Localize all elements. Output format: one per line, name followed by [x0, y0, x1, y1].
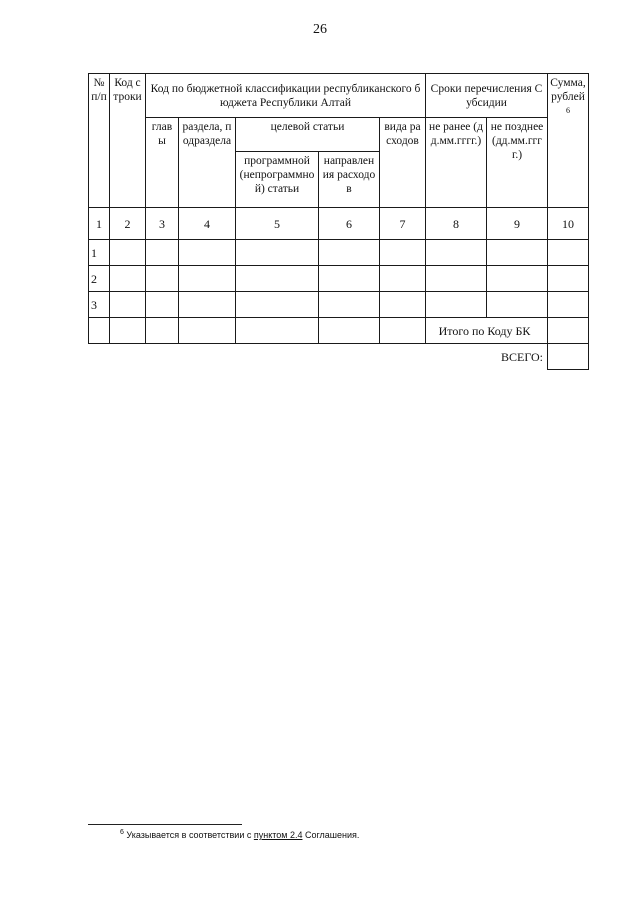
table-cell[interactable]: [426, 292, 487, 318]
table-cell[interactable]: [319, 240, 380, 266]
col-number: 7: [380, 208, 426, 240]
col-number: 8: [426, 208, 487, 240]
footnote-text-before: Указывается в соответствии с: [126, 830, 254, 840]
table-cell[interactable]: [548, 240, 589, 266]
header-terms: Сроки перечисления Субсидии: [426, 74, 548, 118]
footnote-divider: [88, 824, 242, 825]
header-expense-type: вида расходов: [380, 118, 426, 208]
total-by-code-value[interactable]: [548, 318, 589, 344]
table-cell[interactable]: [146, 292, 179, 318]
header-section: раздела, подраздела: [179, 118, 236, 208]
col-number: 2: [110, 208, 146, 240]
grand-total-value[interactable]: [548, 344, 589, 370]
footnote-text-after: Соглашения.: [302, 830, 360, 840]
table-cell[interactable]: [236, 292, 319, 318]
table-cell[interactable]: [319, 266, 380, 292]
footnote-clause-link[interactable]: пунктом 2.4: [253, 830, 303, 840]
header-not-later: не позднее (дд.мм.гггг.): [487, 118, 548, 208]
subsidy-schedule-table: [88, 73, 589, 370]
table-cell[interactable]: [319, 292, 380, 318]
table-cell[interactable]: [380, 292, 426, 318]
table-cell[interactable]: [110, 292, 146, 318]
total-by-code-label: Итого по Коду БК: [426, 318, 548, 344]
header-row-code: Код строки: [110, 74, 146, 208]
header-not-earlier: не ранее (дд.мм.гггг.): [426, 118, 487, 208]
table-cell[interactable]: [487, 266, 548, 292]
table-cell[interactable]: [487, 240, 548, 266]
page-number: 26: [313, 22, 327, 37]
footnote: [120, 829, 359, 840]
table-cell[interactable]: [380, 266, 426, 292]
table-row: [89, 292, 589, 318]
table-cell[interactable]: [146, 240, 179, 266]
table-cell[interactable]: [179, 240, 236, 266]
header-num: № п/п: [89, 74, 110, 208]
table-row: [89, 266, 589, 292]
table-cell[interactable]: [319, 318, 380, 344]
table-cell[interactable]: [426, 240, 487, 266]
table-cell[interactable]: [110, 266, 146, 292]
table-cell[interactable]: [179, 318, 236, 344]
col-number: 3: [146, 208, 179, 240]
col-number: 1: [89, 208, 110, 240]
table-cell[interactable]: [548, 292, 589, 318]
footnote-marker: 6: [120, 829, 124, 836]
table-cell[interactable]: [380, 318, 426, 344]
col-number: 4: [179, 208, 236, 240]
table-cell[interactable]: [146, 318, 179, 344]
table-cell[interactable]: [236, 266, 319, 292]
header-direction: направления расходов: [319, 152, 380, 208]
header-amount-text: Сумма, рублей: [550, 77, 586, 103]
table-cell[interactable]: [426, 266, 487, 292]
col-number: 6: [319, 208, 380, 240]
row-num: 3: [89, 292, 110, 318]
row-num: 2: [89, 266, 110, 292]
total-by-code-row: [89, 318, 589, 344]
table-cell[interactable]: [487, 292, 548, 318]
header-amount-footnote-marker: 6: [566, 106, 570, 115]
table-cell[interactable]: [236, 318, 319, 344]
table-cell[interactable]: [89, 318, 110, 344]
table-cell[interactable]: [179, 292, 236, 318]
header-bk-code: Код по бюджетной классификации республиканского бюджета Республики Алтай: [146, 74, 426, 118]
row-num: 1: [89, 240, 110, 266]
col-number: 9: [487, 208, 548, 240]
header-target-article: целевой статьи: [236, 118, 380, 152]
header-program: программной (непрограммной) статьи: [236, 152, 319, 208]
table-row: [89, 240, 589, 266]
grand-total-row: [89, 344, 589, 370]
table-cell[interactable]: [146, 266, 179, 292]
table-cell[interactable]: [548, 266, 589, 292]
header-chapter: главы: [146, 118, 179, 208]
table-cell[interactable]: [110, 240, 146, 266]
table-cell[interactable]: [380, 240, 426, 266]
col-number: 10: [548, 208, 589, 240]
table-cell[interactable]: [179, 266, 236, 292]
column-numbers-row: [89, 208, 589, 240]
table-cell[interactable]: [236, 240, 319, 266]
grand-total-label: ВСЕГО:: [501, 349, 543, 364]
col-number: 5: [236, 208, 319, 240]
table-cell[interactable]: [110, 318, 146, 344]
header-amount: [548, 74, 589, 208]
